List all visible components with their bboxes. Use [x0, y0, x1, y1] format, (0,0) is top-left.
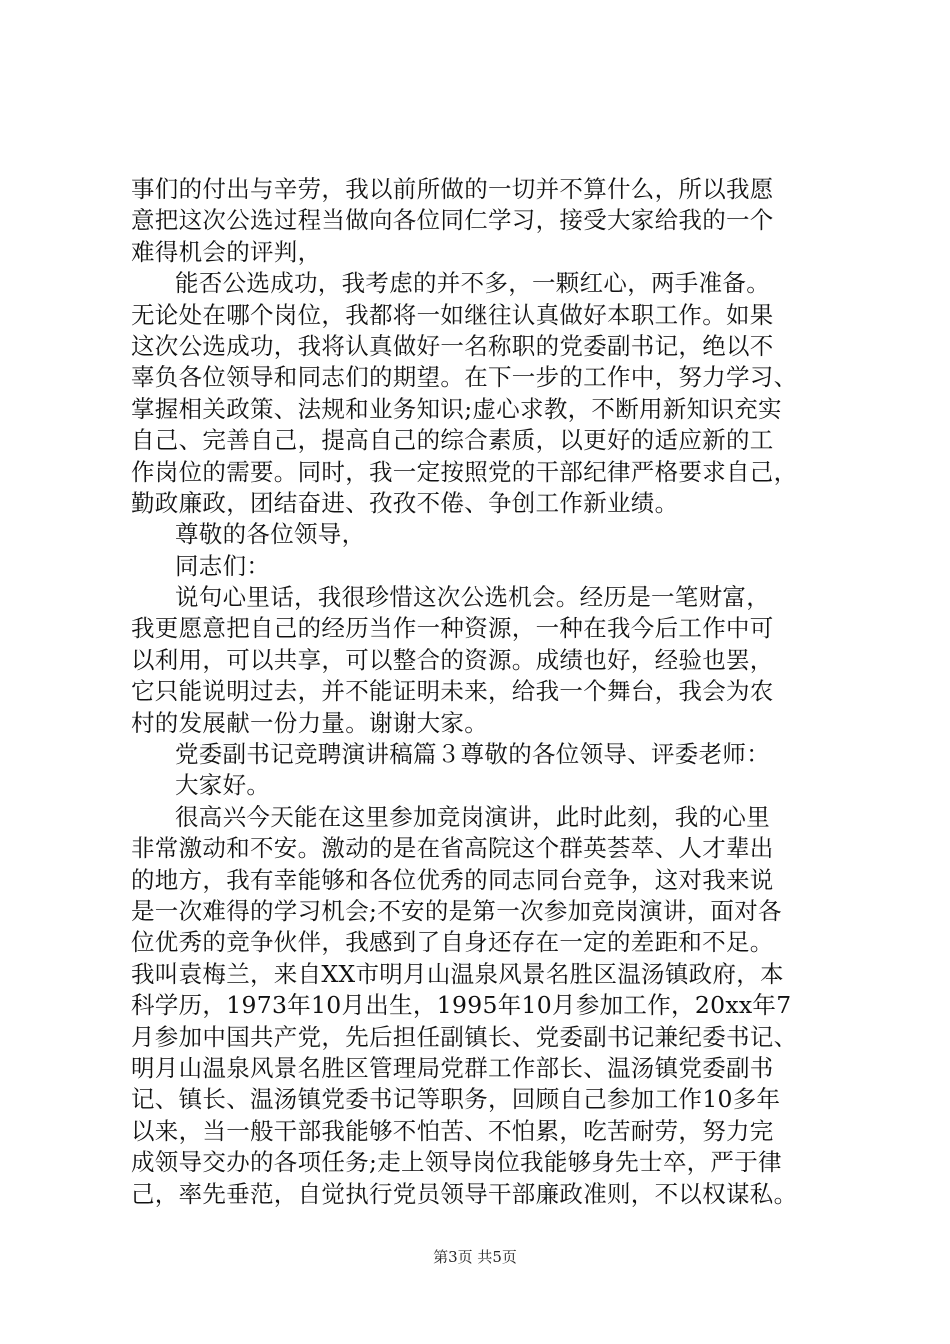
- text-line: 己，率先垂范，自觉执行党员领导干部廉政准则，不以权谋私。: [131, 1179, 798, 1208]
- text-line: 以来，当一般干部我能够不怕苦、不怕累，吃苦耐劳，努力完: [131, 1116, 774, 1145]
- text-line: 能否公选成功，我考虑的并不多，一颗红心，两手准备。: [175, 269, 770, 298]
- text-line: 掌握相关政策、法规和业务知识;虚心求教，不断用新知识充实: [131, 394, 782, 423]
- text-line: 它只能说明过去，并不能证明未来，给我一个舞台，我会为农: [131, 677, 774, 706]
- text-line: 自己、完善自己，提高自己的综合素质，以更好的适应新的工: [131, 426, 774, 455]
- text-line: 科学历，1973年10月出生，1995年10月参加工作，20xx年7: [131, 991, 792, 1020]
- text-line: 的地方，我有幸能够和各位优秀的同志同台竞争，这对我来说: [131, 865, 774, 894]
- text-line: 说句心里话，我很珍惜这次公选机会。经历是一笔财富，: [175, 583, 770, 612]
- text-line: 我更愿意把自己的经历当作一种资源，一种在我今后工作中可: [131, 614, 774, 643]
- text-line: 党委副书记竞聘演讲稿篇３尊敬的各位领导、评委老师：: [175, 740, 770, 769]
- text-line: 辜负各位领导和同志们的期望。在下一步的工作中，努力学习、: [131, 363, 798, 392]
- text-line: 难得机会的评判，: [131, 237, 322, 266]
- text-line: 我叫袁梅兰，来自XX市明月山温泉风景名胜区温汤镇政府，本: [131, 959, 784, 988]
- text-line: 以利用，可以共享，可以整合的资源。成绩也好，经验也罢，: [131, 645, 774, 674]
- text-line: 事们的付出与辛劳，我以前所做的一切并不算什么，所以我愿: [131, 175, 774, 203]
- text-line: 这次公选成功，我将认真做好一名称职的党委副书记，绝以不: [131, 331, 774, 360]
- text-line: 记、镇长、温汤镇党委书记等职务，回顾自己参加工作10多年: [131, 1085, 781, 1114]
- text-line: 非常激动和不安。激动的是在省高院这个群英荟萃、人才辈出: [131, 834, 774, 863]
- text-line: 意把这次公选过程当做向各位同仁学习，接受大家给我的一个: [131, 206, 774, 235]
- document-body: [131, 174, 831, 1210]
- text-line: 作岗位的需要。同时，我一定按照党的干部纪律严格要求自己，: [131, 457, 798, 486]
- text-line: 大家好。: [175, 771, 271, 800]
- text-line: 月参加中国共产党，先后担任副镇长、党委副书记兼纪委书记、: [131, 1022, 798, 1051]
- page-footer: 第3页 共5页: [433, 1248, 517, 1266]
- text-line: 成领导交办的各项任务;走上领导岗位我能够身先士卒，严于律: [131, 1148, 782, 1177]
- text-line: 勤政廉政，团结奋进、孜孜不倦、争创工作新业绩。: [131, 488, 679, 517]
- text-line: 尊敬的各位领导，: [175, 520, 366, 549]
- text-line: 明月山温泉风景名胜区管理局党群工作部长、温汤镇党委副书: [131, 1053, 774, 1082]
- text-line: 很高兴今天能在这里参加竞岗演讲，此时此刻，我的心里: [175, 802, 770, 831]
- text-line: 无论处在哪个岗位，我都将一如继往认真做好本职工作。如果: [131, 300, 774, 329]
- text-line: 是一次难得的学习机会;不安的是第一次参加竞岗演讲，面对各: [131, 896, 782, 925]
- text-line: 村的发展献一份力量。谢谢大家。: [131, 708, 488, 737]
- text-line: 位优秀的竞争伙伴，我感到了自身还存在一定的差距和不足。: [131, 928, 774, 957]
- text-line: 同志们：: [175, 551, 271, 580]
